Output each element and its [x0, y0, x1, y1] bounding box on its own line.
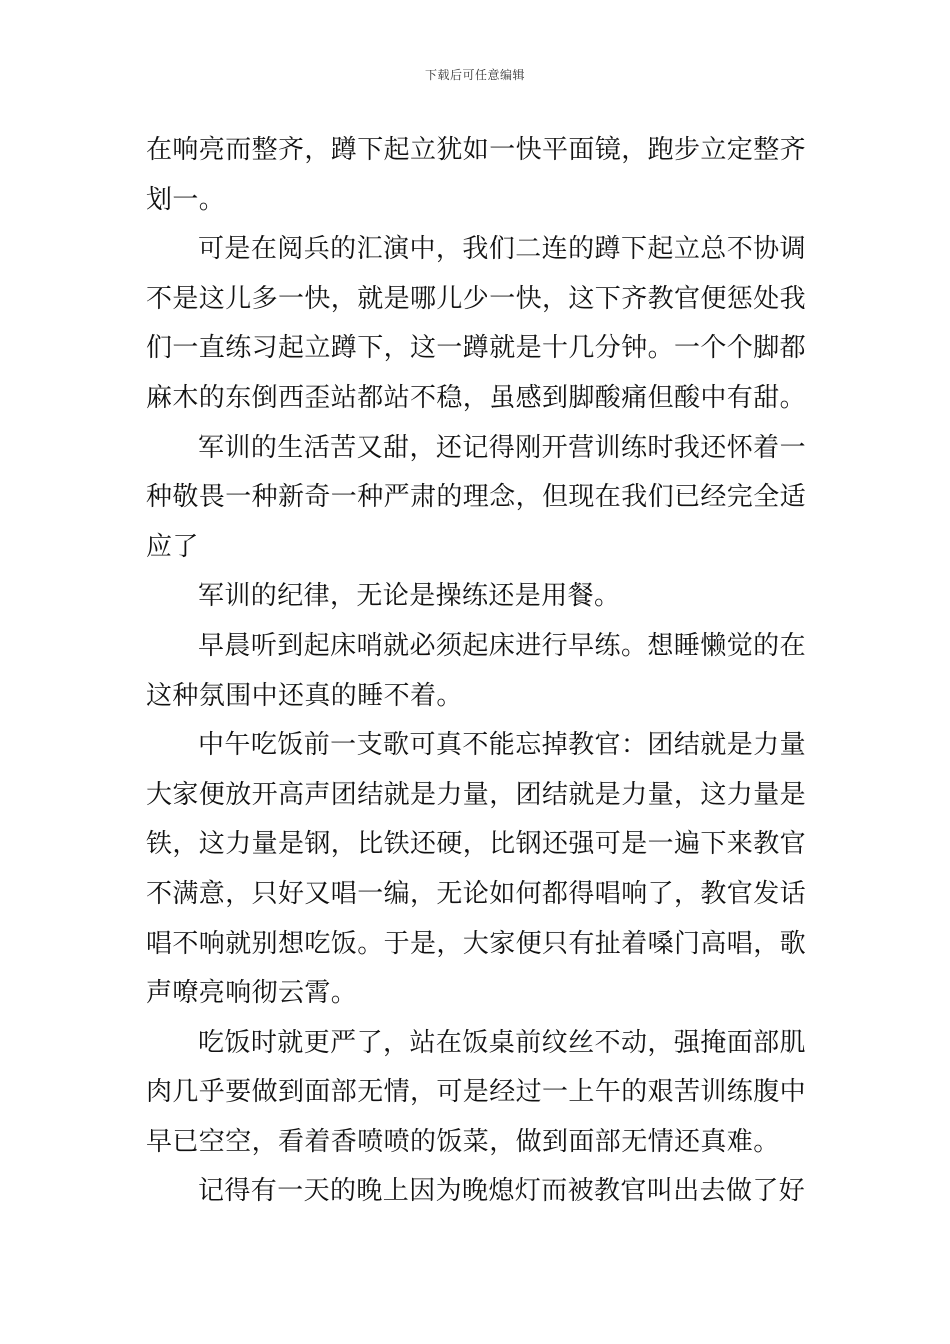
paragraph-2: 可是在阅兵的汇演中，我们二连的蹲下起立总不协调不是这儿多一快，就是哪儿少一快，这下齐教官便惩处我们一直练习起立蹲下，这一蹲就是十几分钟。一个个脚都麻木的东倒西歪站都站不稳，虽感到脚酸痛但酸中有甜。 [146, 234, 807, 413]
document-body [146, 126, 806, 1217]
paragraph-8: 记得有一天的晚上因为晚熄灯而被教官叫出去做了好 [198, 1176, 806, 1207]
paragraph-1: 在响亮而整齐，蹲下起立犹如一快平面镜，跑步立定整齐划一。 [146, 135, 807, 215]
paragraph-7: 吃饭时就更严了，站在饭桌前纹丝不动，强掩面部肌肉几乎要做到面部无情，可是经过一上午的艰苦训练腹中早已空空，看着香喷喷的饭菜，做到面部无情还真难。 [146, 1027, 807, 1157]
page-header: 下载后可任意编辑 [424, 68, 525, 82]
paragraph-5: 早晨听到起床哨就必须起床进行早练。想睡懒觉的在这种氛围中还真的睡不着。 [146, 630, 806, 711]
paragraph-3: 军训的生活苦又甜，还记得刚开营训练时我还怀着一种敬畏一种新奇一种严肃的理念，但现在我们已经完全适应了 [146, 432, 807, 562]
paragraph-6: 中午吃饭前一支歌可真不能忘掉教官：团结就是力量大家便放开高声团结就是力量，团结就是力量，这力量是铁，这力量是钢，比铁还硬，比钢还强可是一遍下来教官不满意，只好又唱一编，无论如何都得唱响了，教官发话唱不响就别想吃饭。于是，大家便只有扯着嗓门高唱，歌声嘹亮响彻云霄。 [146, 730, 807, 1009]
paragraph-4: 军训的纪律，无论是操练还是用餐。 [198, 581, 621, 612]
